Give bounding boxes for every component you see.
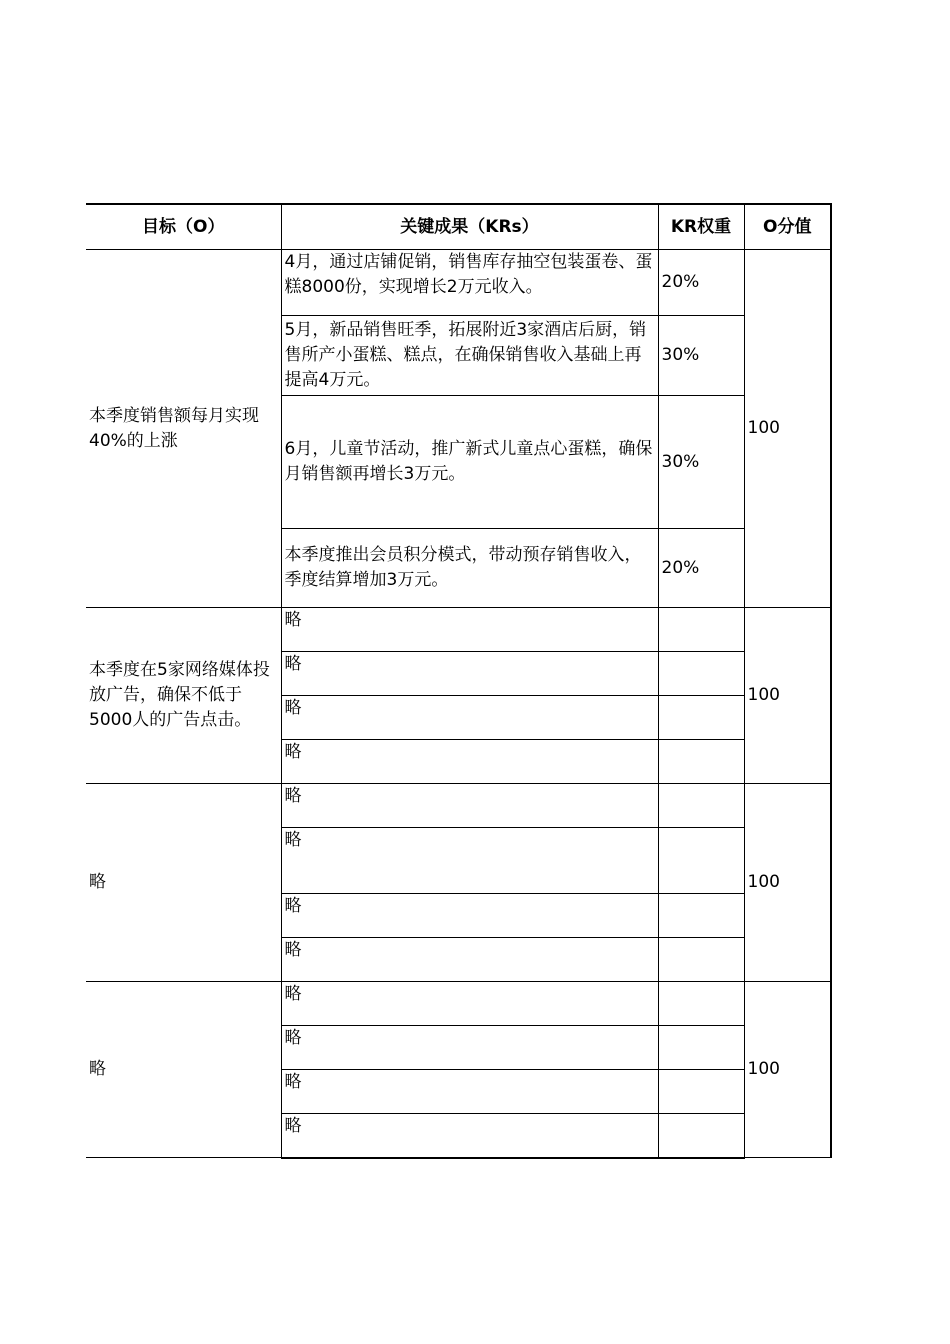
kr-weight-cell (658, 740, 744, 784)
kr-weight-cell (658, 828, 744, 894)
kr-weight-cell: 20% (658, 250, 744, 316)
kr-weight-cell (658, 696, 744, 740)
kr-cell: 略 (281, 784, 658, 828)
kr-cell: 略 (281, 652, 658, 696)
kr-cell: 略 (281, 740, 658, 784)
kr-cell: 略 (281, 1114, 658, 1158)
kr-weight-cell: 30% (658, 396, 744, 529)
kr-weight-cell (658, 608, 744, 652)
header-objective: 目标（O） (86, 204, 281, 250)
kr-weight-cell (658, 784, 744, 828)
kr-weight-cell: 20% (658, 529, 744, 608)
kr-weight-cell (658, 652, 744, 696)
o-score-cell: 100 (744, 608, 831, 784)
okr-table (86, 203, 832, 1159)
kr-weight-cell (658, 938, 744, 982)
table-row (86, 784, 831, 828)
kr-weight-cell (658, 1070, 744, 1114)
header-kr-weight: KR权重 (658, 204, 744, 250)
objective-cell: 略 (86, 784, 281, 982)
kr-cell: 略 (281, 938, 658, 982)
objective-cell: 略 (86, 982, 281, 1158)
o-score-cell: 100 (744, 250, 831, 608)
kr-weight-cell: 30% (658, 316, 744, 396)
table-row (86, 982, 831, 1026)
kr-cell: 略 (281, 828, 658, 894)
kr-cell: 略 (281, 608, 658, 652)
kr-cell: 略 (281, 894, 658, 938)
o-score-cell: 100 (744, 982, 831, 1158)
objective-cell: 本季度在5家网络媒体投放广告，确保不低于5000人的广告点击。 (86, 608, 281, 784)
header-row (86, 204, 831, 250)
kr-weight-cell (658, 894, 744, 938)
kr-cell: 略 (281, 1026, 658, 1070)
kr-cell: 略 (281, 696, 658, 740)
kr-weight-cell (658, 1114, 744, 1158)
kr-cell: 略 (281, 1070, 658, 1114)
objective-cell: 本季度销售额每月实现40%的上涨 (86, 250, 281, 608)
kr-weight-cell (658, 1026, 744, 1070)
kr-cell: 略 (281, 982, 658, 1026)
header-o-score: O分值 (744, 204, 831, 250)
kr-cell: 6月，儿童节活动，推广新式儿童点心蛋糕，确保月销售额再增长3万元。 (281, 396, 658, 529)
kr-cell: 4月，通过店铺促销，销售库存抽空包装蛋卷、蛋糕8000份，实现增长2万元收入。 (281, 250, 658, 316)
kr-cell: 本季度推出会员积分模式，带动预存销售收入，季度结算增加3万元。 (281, 529, 658, 608)
table-row (86, 250, 831, 316)
header-key-results: 关键成果（KRs） (281, 204, 658, 250)
table-row (86, 608, 831, 652)
kr-cell: 5月，新品销售旺季，拓展附近3家酒店后厨，销售所产小蛋糕、糕点，在确保销售收入基础上再提高4万元。 (281, 316, 658, 396)
o-score-cell: 100 (744, 784, 831, 982)
kr-weight-cell (658, 982, 744, 1026)
